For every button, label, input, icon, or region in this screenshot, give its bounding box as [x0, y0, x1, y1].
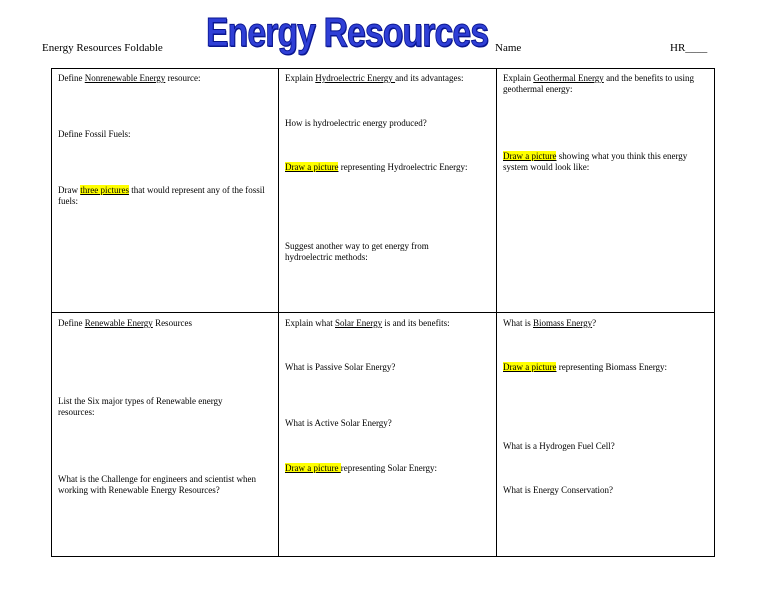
question-biomass: What is Biomass Energy? [503, 318, 597, 328]
question-draw-fossil-fuels: Draw three pictures that would represent any of the fossil fuels: [58, 185, 265, 206]
question-energy-conservation: What is Energy Conservation? [503, 485, 614, 495]
question-define-nonrenewable: Define Nonrenewable Energy resource: [58, 73, 201, 83]
cell-geothermal [503, 73, 709, 309]
question-renewable-challenge: What is the Challenge for engineers and scientist when working with Renewable Energy Resources? [58, 474, 256, 495]
question-hydrogen-fuel-cell: What is a Hydrogen Fuel Cell? [503, 441, 615, 451]
question-define-renewable: Define Renewable Energy Resources [58, 318, 193, 328]
question-define-fossil-fuels: Define Fossil Fuels: [58, 129, 131, 139]
question-active-solar: What is Active Solar Energy? [285, 418, 392, 428]
question-hydroelectric-produced: How is hydroelectric energy produced? [285, 118, 427, 128]
question-draw-solar: Draw a picture representing Solar Energy: [285, 463, 438, 473]
header-left-label: Energy Resources Foldable [42, 42, 163, 54]
hr-field-label: HR____ [670, 42, 708, 54]
cell-biomass [503, 318, 709, 554]
question-hydroelectric-methods: Suggest another way to get energy from hydroelectric methods: [285, 241, 429, 262]
question-explain-solar: Explain what Solar Energy is and its benefits: [285, 318, 450, 328]
question-explain-geothermal: Explain Geothermal Energy and the benefits to using geothermal energy: [503, 73, 695, 94]
grid-divider [52, 312, 714, 313]
question-draw-geothermal: Draw a picture showing what you think this energy system would look like: [503, 151, 688, 172]
question-passive-solar: What is Passive Solar Energy? [285, 362, 396, 372]
cell-nonrenewable [58, 73, 268, 309]
cell-solar [285, 318, 491, 554]
question-draw-biomass: Draw a picture representing Biomass Energy: [503, 362, 668, 372]
cell-hydroelectric [285, 73, 491, 309]
question-list-renewable-types: List the Six major types of Renewable energy resources: [58, 396, 223, 417]
question-explain-hydroelectric: Explain Hydroelectric Energy and its advantages: [285, 73, 464, 83]
name-field-label: Name [495, 42, 522, 54]
question-draw-hydroelectric: Draw a picture representing Hydroelectric Energy: [285, 162, 468, 172]
page-title: Energy Resources [206, 9, 489, 55]
foldable-grid [51, 68, 715, 557]
cell-renewable [58, 318, 268, 554]
